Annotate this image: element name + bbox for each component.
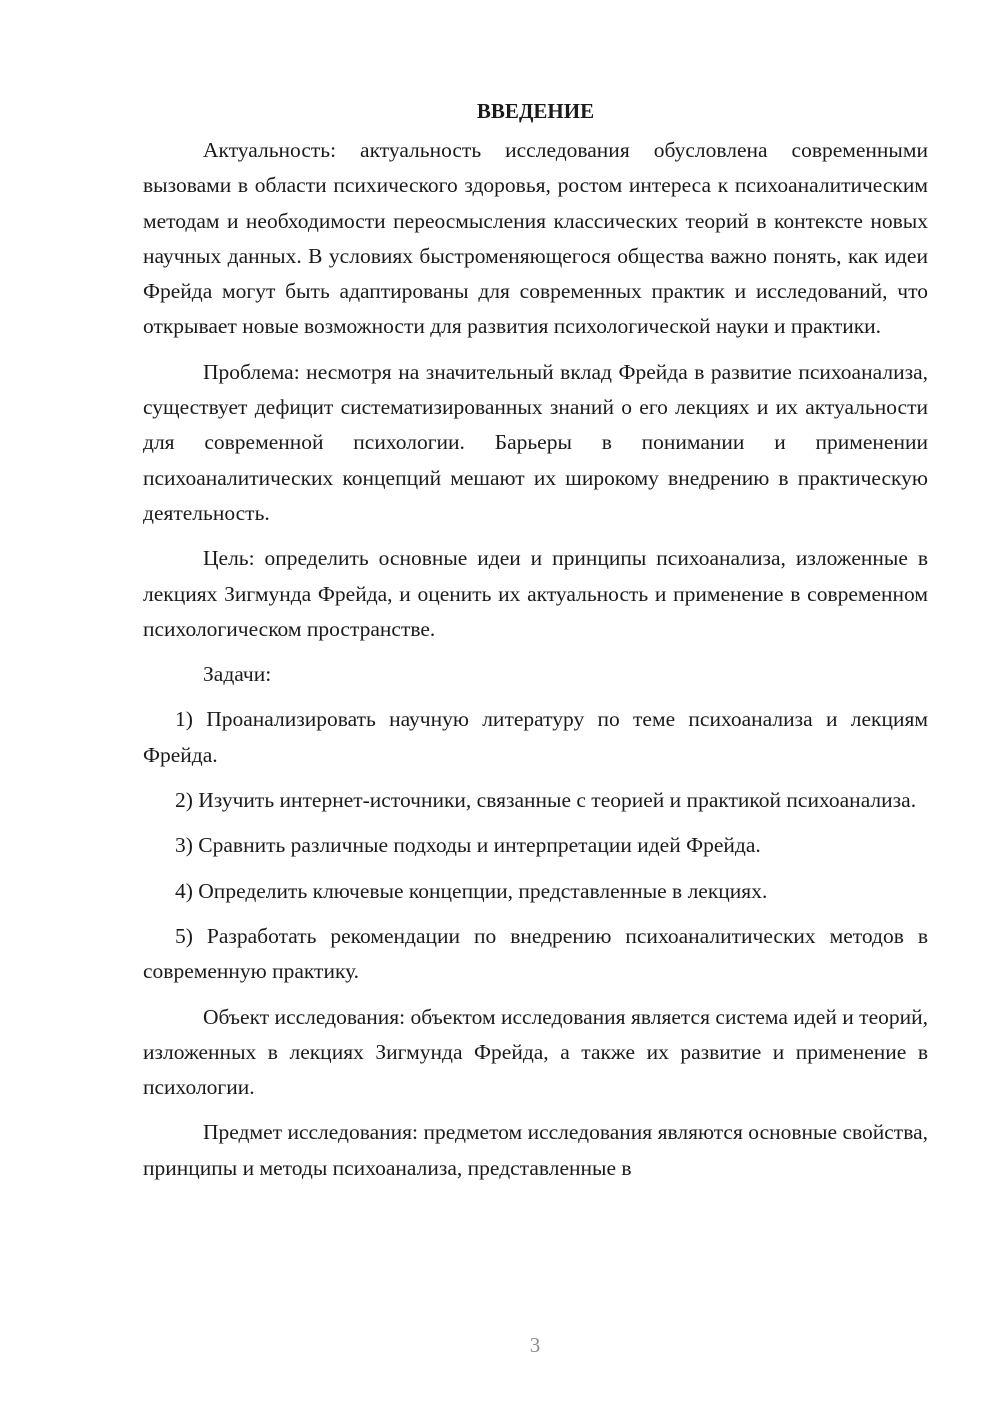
task-item-5: 5) Разработать рекомендации по внедрению психоаналитических методов в современную практику.	[143, 923, 928, 984]
paragraph-goal: Цель: определить основные идеи и принципы психоанализа, изложенные в лекциях Зигмунда Фрейда, и оценить их актуальность и применение в современном психологическом пространстве.	[143, 546, 928, 641]
paragraph-problem: Проблема: несмотря на значительный вклад Фрейда в развитие психоанализа, существует дефицит систематизированных знаний о его лекциях и их актуальности для современной психологии. Барьеры в понимании и применении психоаналитических концепций мешают их широкому внедрению в практическую деятельность.	[143, 359, 928, 525]
task-item-4: 4) Определить ключевые концепции, представленные в лекциях.	[175, 878, 768, 903]
section-heading: ВВЕДЕНИЕ	[476, 99, 595, 123]
paragraph-subject: Предмет исследования: предметом исследования являются основные свойства, принципы и методы психоанализа, представленные в	[143, 1120, 928, 1180]
task-item-1: 1) Проанализировать научную литературу по теме психоанализа и лекциям Фрейда.	[143, 707, 928, 767]
page-number: 3	[529, 1333, 541, 1357]
document-body	[143, 94, 928, 1196]
task-item-2: 2) Изучить интернет-источники, связанные с теорией и практикой психоанализа.	[175, 788, 917, 813]
tasks-label: Задачи:	[203, 662, 272, 687]
paragraph-relevance: Актуальность: актуальность исследования обусловлена современными вызовами в области психического здоровья, ростом интереса к психоаналитическим методам и необходимости переосмысления классических теорий в контексте новых научных данных. В условиях быстроменяющегося общества важно понять, как идеи Фрейда могут быть адаптированы для современных практик и исследований, что открывает новые возможности для развития психологической науки и практики.	[143, 138, 928, 339]
paragraph-object: Объект исследования: объектом исследования является система идей и теорий, изложенных в лекциях Зигмунда Фрейда, а также их развитие и применение в психологии.	[143, 1004, 928, 1100]
task-item-3: 3) Сравнить различные подходы и интерпретации идей Фрейда.	[175, 833, 761, 858]
